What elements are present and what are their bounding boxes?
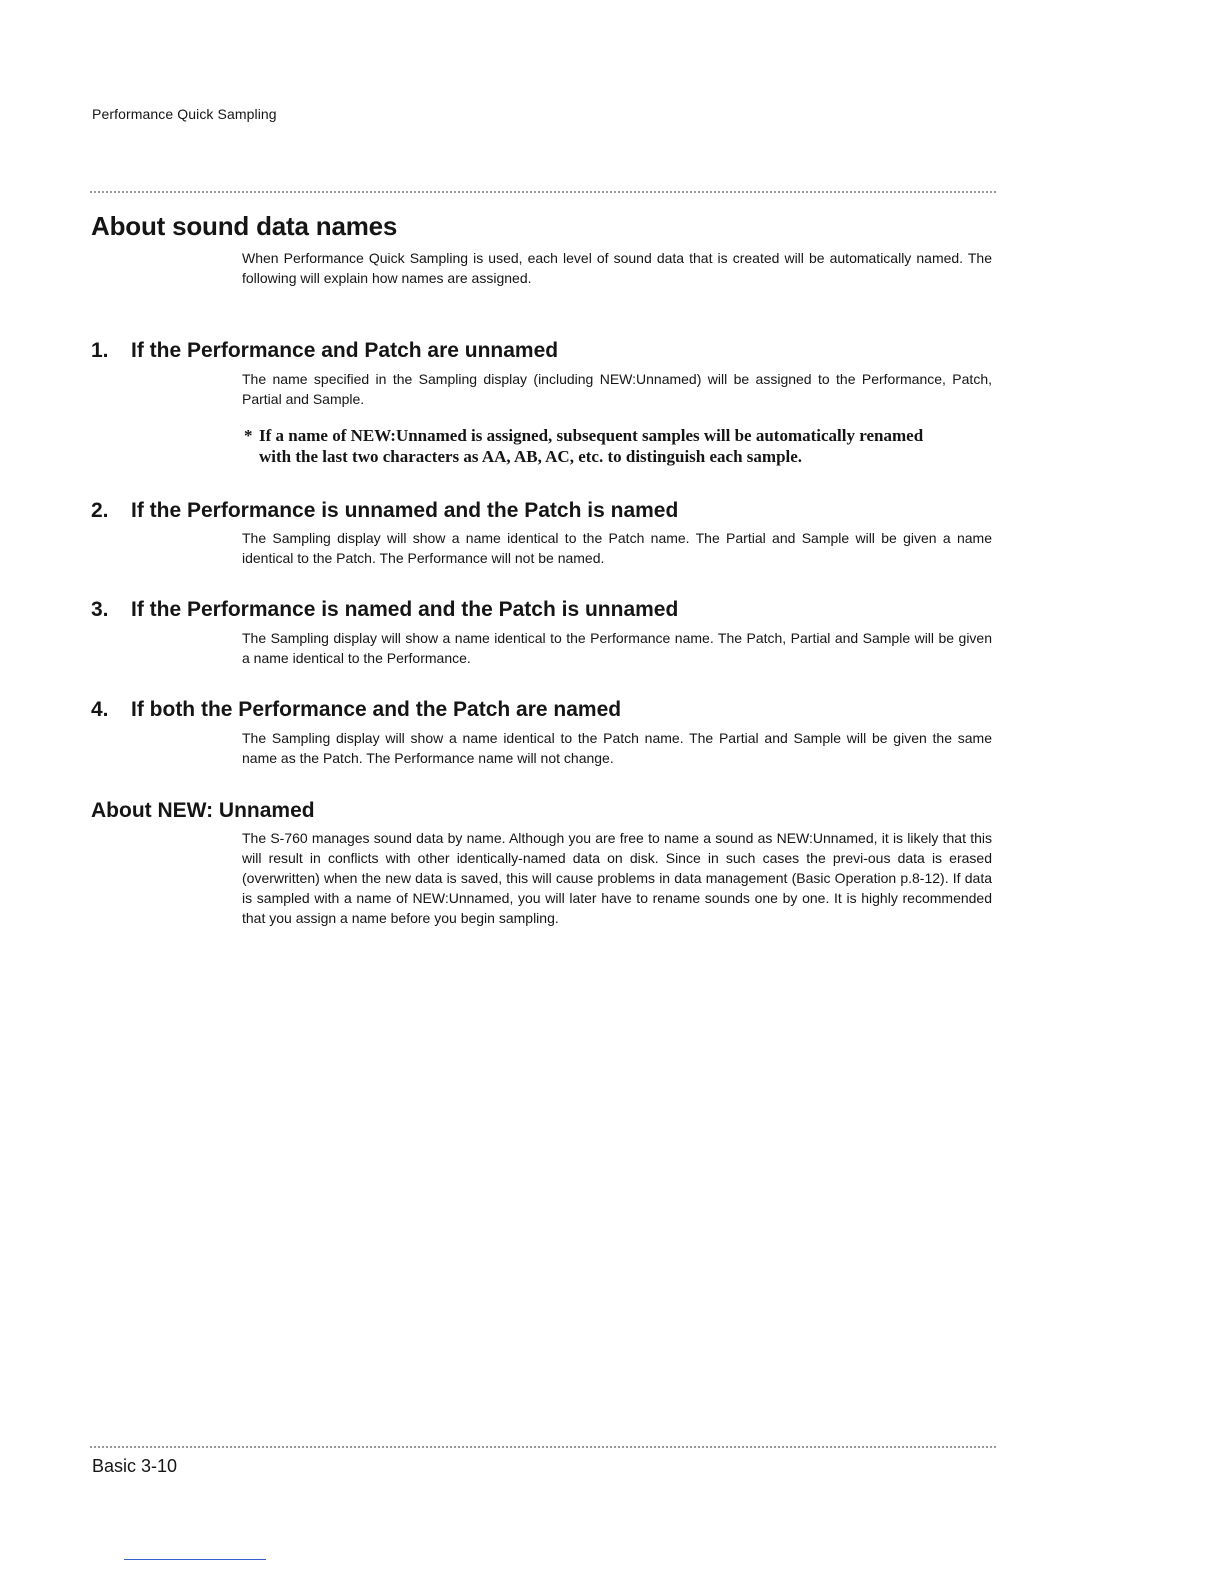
section-4-body: The Sampling display will show a name identical to the Patch name. The Partial and Sample will be given the same name as the Patch. The Performance name will not change. <box>242 730 992 766</box>
running-head: Performance Quick Sampling <box>92 106 277 122</box>
section-1-title: If the Performance and Patch are unnamed <box>131 339 559 362</box>
section-4-heading <box>91 698 621 722</box>
section-2-body: The Sampling display will show a name identical to the Patch name. The Partial and Sample will be given a name identical to the Patch. The Performance will not be named. <box>242 530 992 566</box>
section-2-title: If the Performance is unnamed and the Patch is named <box>131 499 679 522</box>
note-line-2: with the last two characters as AA, AB, AC, etc. to distinguish each sample. <box>259 447 803 466</box>
page-title: About sound data names <box>91 211 398 241</box>
section-3-number: 3. <box>91 598 109 621</box>
section-3-heading <box>91 598 678 622</box>
section-1-number: 1. <box>91 339 109 362</box>
section-1-heading <box>91 339 558 363</box>
note-bullet: * <box>244 426 253 445</box>
bottom-divider <box>90 1446 996 1448</box>
about-new-body: The S-760 manages sound data by name. Although you are free to name a sound as NEW:Unnamed, it is likely that this will result in conflicts with other identically-named data on disk. Since in such cases the previ-ous data is erased (overwritten) when the new data is saved, this will cause problems in data management (Basic Operation p.8-12). If data is sampled with a name of NEW:Unnamed, you will later have to rename sounds one by one. It is highly recommended that you assign a name before you begin sampling. <box>242 830 992 926</box>
section-4-number: 4. <box>91 698 109 721</box>
page-number: Basic 3-10 <box>92 1456 178 1476</box>
section-2-number: 2. <box>91 499 109 522</box>
section-4-title: If both the Performance and the Patch are named <box>131 698 622 721</box>
section-1-note <box>244 425 992 467</box>
section-3-title: If the Performance is named and the Patch is unnamed <box>131 598 679 621</box>
decorative-underline <box>124 1559 266 1560</box>
section-3-body: The Sampling display will show a name identical to the Performance name. The Patch, Partial and Sample will be given a name identical to the Performance. <box>242 630 992 666</box>
note-line-1: If a name of NEW:Unnamed is assigned, subsequent samples will be automatically renamed <box>259 426 924 445</box>
section-1-body: The name specified in the Sampling display (including NEW:Unnamed) will be assigned to the Performance, Patch, Partial and Sample. <box>242 371 992 407</box>
top-divider <box>90 191 996 193</box>
section-2-heading <box>91 499 678 523</box>
about-new-heading: About NEW: Unnamed <box>91 799 315 822</box>
intro-paragraph: When Performance Quick Sampling is used, each level of sound data that is created will be automatically named. The following will explain how names are assigned. <box>242 250 992 286</box>
